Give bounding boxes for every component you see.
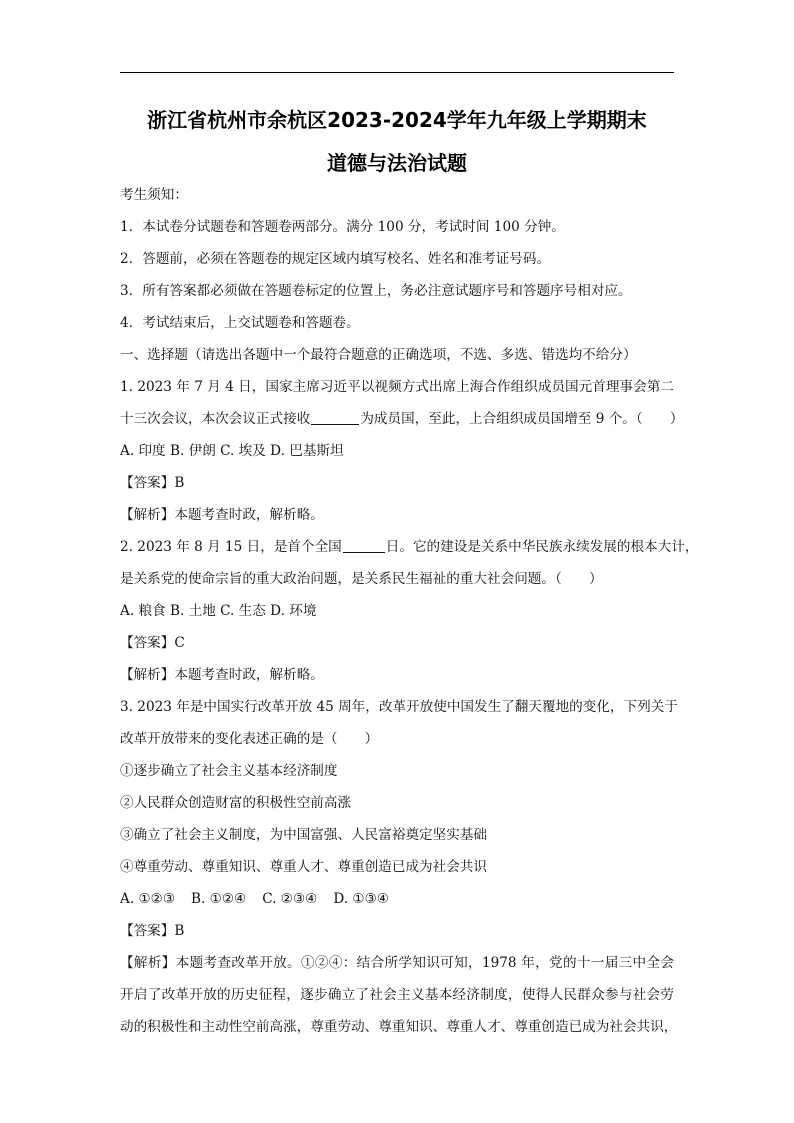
q1-answer: 【答案】B: [120, 475, 185, 491]
q1-stem-line-1: 1. 2023 年 7 月 4 日，国家主席习近平以视频方式出席上海合作组织成员国元首理事会第二: [120, 379, 674, 395]
q2-analysis: 【解析】本题考查时政，解析略。: [120, 667, 324, 683]
q2-fill-blank: [343, 538, 385, 553]
q1-options: A. 印度 B. 伊朗 C. 埃及 D. 巴基斯坦: [120, 443, 344, 459]
q3-option-a: A. ①②③: [120, 891, 176, 907]
q3-options: [120, 890, 389, 908]
q1-stem-text-before-blank: 十三次会议，本次会议正式接收: [120, 411, 311, 427]
q2-stem-text-after-blank: 日。它的建设是关系中华民族永续发展的根本大计，: [385, 539, 699, 555]
notice-item-4: 4．考试结束后，上交试题卷和答题卷。: [120, 315, 360, 331]
document-subtitle: 道德与法治试题: [327, 151, 467, 175]
q3-statement-2: ②人民群众创造财富的积极性空前高涨: [120, 795, 352, 811]
document-title: 浙江省杭州市余杭区2023-2024学年九年级上学期期末: [147, 108, 647, 132]
q2-options: A. 粮食 B. 土地 C. 生态 D. 环境: [120, 603, 317, 619]
q3-answer: 【答案】B: [120, 923, 185, 939]
q1-stem-line-2: [120, 410, 683, 428]
q1-stem-text-after-blank: 为成员国，至此，上合组织成员国增至 9 个。（ ）: [360, 411, 684, 427]
q3-stem-line-1: 3. 2023 年是中国实行改革开放 45 周年，改革开放使中国发生了翻天覆地的变化，下列关于: [120, 699, 678, 715]
q2-stem-text-before-blank: 2. 2023 年 8 月 15 日，是首个全国: [120, 539, 342, 555]
q3-option-d: D. ①③④: [333, 891, 389, 907]
q3-statement-4: ④尊重劳动、尊重知识、尊重人才、尊重创造已成为社会共识: [120, 859, 488, 875]
q3-analysis-line-2: 开启了改革开放的历史征程，逐步确立了社会主义基本经济制度，使得人民群众参与社会劳: [120, 987, 674, 1003]
q1-fill-blank: [311, 410, 359, 425]
q3-analysis-line-1: 【解析】本题考查改革开放。①②④：结合所学知识可知，1978 年，党的十一届三中全会: [120, 955, 674, 971]
q2-stem-line-1: [120, 538, 698, 556]
q3-analysis-line-3: 动的积极性和主动性空前高涨，尊重劳动、尊重知识、尊重人才、尊重创造已成为社会共识，: [120, 1019, 678, 1035]
section-heading: 一、选择题（请选出各题中一个最符合题意的正确选项，不选、多选、错选均不给分）: [120, 347, 637, 363]
notice-item-1: 1．本试卷分试题卷和答题卷两部分。满分 100 分，考试时间 100 分钟。: [120, 219, 565, 235]
q3-statement-1: ①逐步确立了社会主义基本经济制度: [120, 763, 338, 779]
notice-heading: 考生须知：: [120, 187, 188, 203]
q3-option-c: C. ②③④: [262, 891, 318, 907]
q3-statement-3: ③确立了社会主义制度，为中国富强、人民富裕奠定坚实基础: [120, 827, 488, 843]
header-rule: [120, 72, 674, 73]
q2-answer: 【答案】C: [120, 635, 185, 651]
notice-item-3: 3．所有答案都必须做在答题卷标定的位置上，务必注意试题序号和答题序号相对应。: [120, 283, 632, 299]
q3-option-b: B. ①②④: [191, 891, 247, 907]
q2-stem-line-2: 是关系党的使命宗旨的重大政治问题，是关系民生福祉的重大社会问题。（ ）: [120, 571, 603, 587]
q3-stem-line-2: 改革开放带来的变化表述正确的是（ ）: [120, 731, 379, 747]
notice-item-2: 2．答题前，必须在答题卷的规定区域内填写校名、姓名和准考证号码。: [120, 251, 551, 267]
q1-analysis: 【解析】本题考查时政，解析略。: [120, 507, 324, 523]
